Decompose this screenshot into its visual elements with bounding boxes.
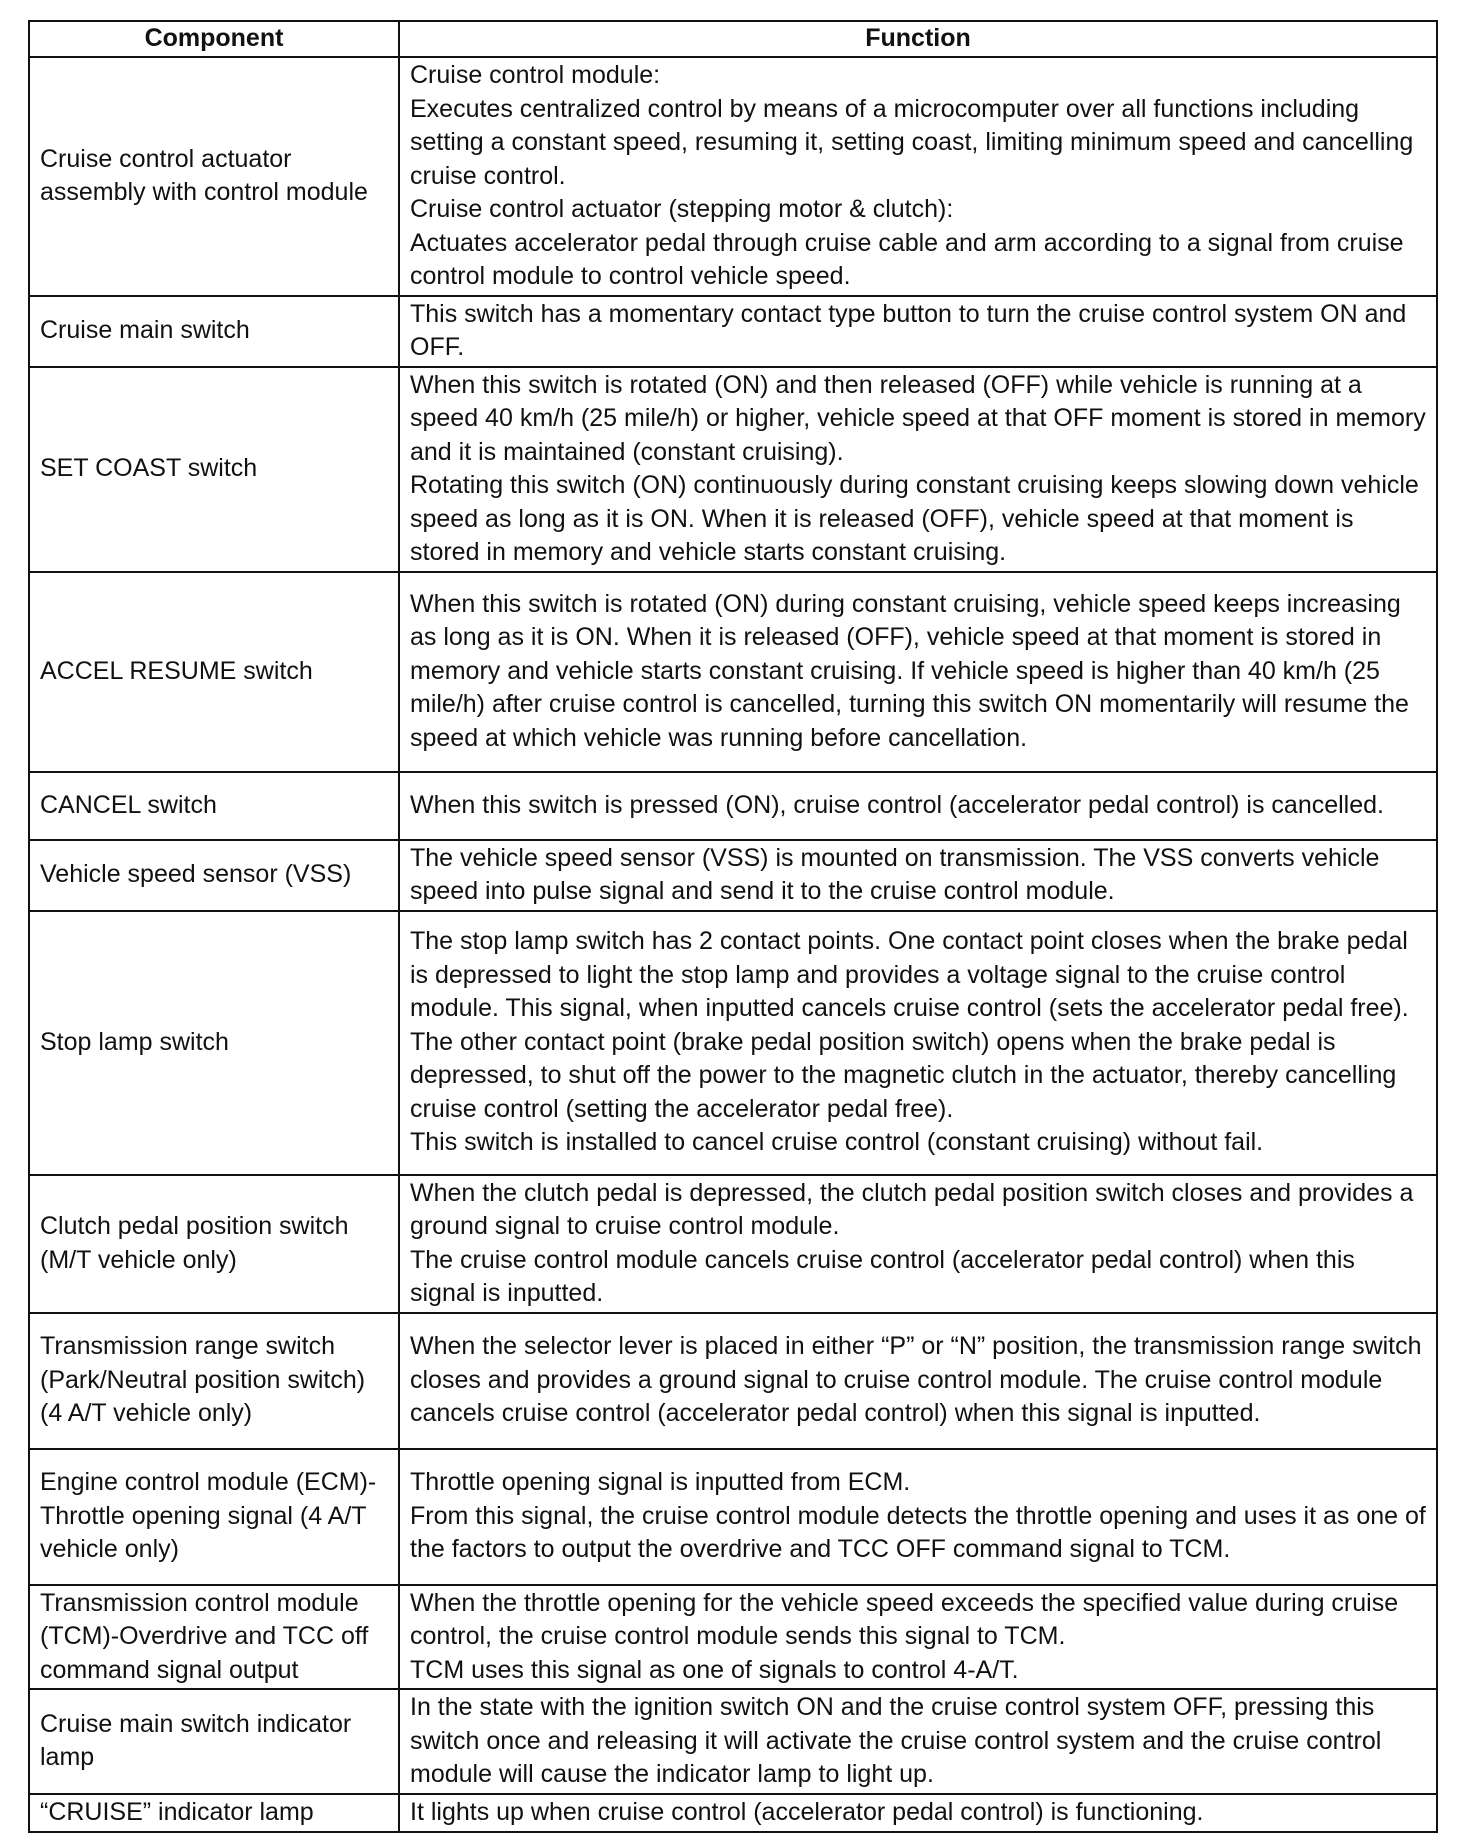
component-line: “CRUISE” indicator lamp (40, 1797, 314, 1826)
component-line: lamp (40, 1743, 95, 1772)
function-cell (399, 1449, 1437, 1585)
table-row (29, 1794, 1437, 1832)
table-row (29, 296, 1437, 367)
component-line: CANCEL switch (40, 790, 217, 819)
component-line: assembly with control module (40, 178, 368, 207)
function-cell (399, 1689, 1437, 1794)
function-cell (399, 572, 1437, 772)
function-line: When the selector lever is placed in either “P” or “N” position, the transmission range switch closes and provides a ground signal to cruise control module. The cruise control module cancels cruise control (accelerator pedal control) when this signal is inputted. (410, 1332, 1422, 1428)
component-line: Clutch pedal position switch (40, 1212, 349, 1240)
component-cell (29, 1313, 399, 1449)
function-line: When this switch is rotated (ON) and then released (OFF) while vehicle is running at a speed 40 km/h (25 mile/h) or higher, vehicle speed at that OFF moment is stored in memory and it is maintained (constant cruising). (410, 370, 1426, 466)
component-line: Transmission control module (40, 1588, 359, 1617)
component-cell (29, 367, 399, 572)
function-cell (399, 1585, 1437, 1690)
table-row (29, 1449, 1437, 1585)
component-cell (29, 572, 399, 772)
component-cell (29, 1449, 399, 1585)
component-line: (4 A/T vehicle only) (40, 1399, 253, 1428)
function-line: TCM uses this signal as one of signals to control 4-A/T. (410, 1655, 1019, 1684)
component-cell (29, 296, 399, 367)
component-line: Cruise main switch (40, 316, 250, 345)
function-line: When this switch is pressed (ON), cruise control (accelerator pedal control) is cancelled. (410, 790, 1384, 819)
table-row (29, 772, 1437, 840)
component-cell (29, 1585, 399, 1690)
header-component: Component (29, 21, 399, 57)
component-cell (29, 1175, 399, 1313)
component-line: Stop lamp switch (40, 1027, 229, 1056)
component-line: Engine control module (ECM)- (40, 1468, 377, 1497)
component-cell (29, 1794, 399, 1832)
function-line: Throttle opening signal is inputted from ECM. (410, 1468, 911, 1497)
header-row (29, 21, 1437, 57)
table-row (29, 57, 1437, 296)
function-cell (399, 772, 1437, 840)
function-cell (399, 1313, 1437, 1449)
function-line: Executes centralized control by means of a microcomputer over all functions including setting a constant speed, resuming it, setting coast, limiting minimum speed and cancelling cruise control. (410, 94, 1414, 190)
function-cell (399, 840, 1437, 911)
component-line: command signal output (40, 1655, 299, 1684)
component-line: (TCM)-Overdrive and TCC off (40, 1622, 369, 1650)
function-line: From this signal, the cruise control module detects the throttle opening and uses it as one of the factors to output the overdrive and TCC OFF command signal to TCM. (410, 1501, 1426, 1564)
function-line: Cruise control actuator (stepping motor & clutch): (410, 195, 954, 223)
function-line: The cruise control module cancels cruise control (accelerator pedal control) when this signal is inputted. (410, 1245, 1355, 1307)
component-cell (29, 772, 399, 840)
table-row (29, 1689, 1437, 1794)
function-line: In the state with the ignition switch ON and the cruise control system OFF, pressing this switch once and releasing it will activate the cruise control system and the cruise control module will cause the indicator lamp to light up. (410, 1693, 1382, 1788)
function-line: Rotating this switch (ON) continuously during constant cruising keeps slowing down vehicle speed as long as it is ON. When it is released (OFF), vehicle speed at that moment is stored in memory and vehicle starts constant cruising. (410, 471, 1419, 566)
component-cell (29, 840, 399, 911)
function-line: When the throttle opening for the vehicle speed exceeds the specified value during cruise control, the cruise control module sends this signal to TCM. (410, 1588, 1399, 1650)
function-line: Cruise control module: (410, 61, 661, 89)
component-line: Throttle opening signal (4 A/T (40, 1501, 367, 1530)
function-cell (399, 57, 1437, 296)
component-line: Transmission range switch (40, 1332, 336, 1361)
function-line: The stop lamp switch has 2 contact points. One contact point closes when the brake pedal is depressed to light the stop lamp and provides a voltage signal to the cruise control module. This signal, when inputted cancels cruise control (sets the accelerator pedal free). (410, 927, 1409, 1023)
function-line: This switch has a momentary contact type button to turn the cruise control system ON and OFF. (410, 299, 1407, 361)
function-cell (399, 1175, 1437, 1313)
table-row (29, 911, 1437, 1175)
component-cell (29, 57, 399, 296)
component-line: Cruise control actuator (40, 144, 292, 173)
component-cell (29, 1689, 399, 1794)
component-line: Vehicle speed sensor (VSS) (40, 860, 352, 889)
function-line: It lights up when cruise control (accelerator pedal control) is functioning. (410, 1797, 1204, 1826)
table-row (29, 840, 1437, 911)
header-function: Function (399, 21, 1437, 57)
table-row (29, 1313, 1437, 1449)
component-function-table (28, 20, 1438, 1833)
component-line: Cruise main switch indicator (40, 1709, 352, 1738)
table-row (29, 1585, 1437, 1690)
table-row (29, 367, 1437, 572)
component-line: vehicle only) (40, 1535, 179, 1564)
function-line: When this switch is rotated (ON) during constant cruising, vehicle speed keeps increasing as long as it is ON. When it is released (OFF), vehicle speed at that moment is stored in memory and vehicle starts constant cruising. If vehicle speed is higher than 40 km/h (25 mile/h) after cruise control is cancelled, turning this switch ON momentarily will resume the speed at which vehicle was running before cancellation. (410, 589, 1409, 752)
function-cell (399, 367, 1437, 572)
table-row (29, 1175, 1437, 1313)
function-line: The vehicle speed sensor (VSS) is mounted on transmission. The VSS converts vehicle speed into pulse signal and send it to the cruise control module. (410, 843, 1380, 905)
component-line: (Park/Neutral position switch) (40, 1365, 366, 1394)
function-line: This switch is installed to cancel cruise control (constant cruising) without fail. (410, 1128, 1264, 1157)
component-line: ACCEL RESUME switch (40, 656, 313, 685)
component-cell (29, 911, 399, 1175)
component-line: SET COAST switch (40, 454, 258, 483)
function-cell (399, 1794, 1437, 1832)
function-line: The other contact point (brake pedal position switch) opens when the brake pedal is depressed, to shut off the power to the magnetic clutch in the actuator, thereby cancelling cruise control (setting the accelerator pedal free). (410, 1027, 1397, 1123)
function-cell (399, 911, 1437, 1175)
table-row (29, 572, 1437, 772)
function-line: Actuates accelerator pedal through cruise cable and arm according to a signal from cruise control module to control vehicle speed. (410, 228, 1404, 290)
component-line: (M/T vehicle only) (40, 1245, 237, 1274)
function-line: When the clutch pedal is depressed, the clutch pedal position switch closes and provides a ground signal to cruise control module. (410, 1178, 1414, 1240)
function-cell (399, 296, 1437, 367)
